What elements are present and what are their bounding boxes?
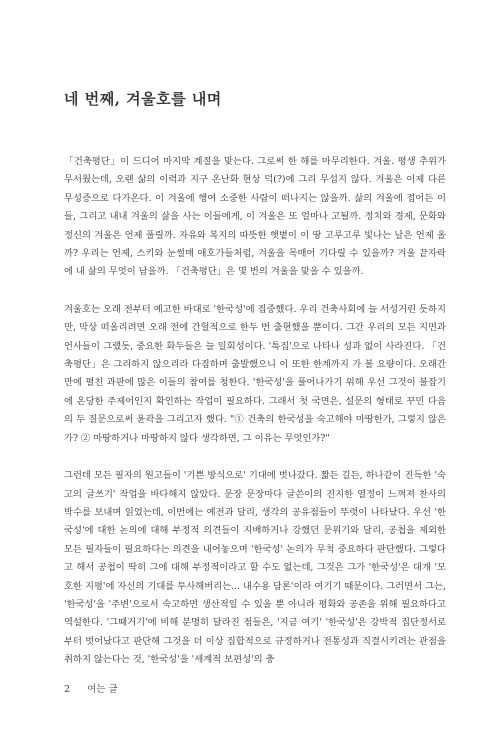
running-footer-section: 여는 글 — [87, 684, 118, 695]
page-footer — [64, 681, 132, 695]
paragraph: 그런데 모든 필자의 원고들이 '기쁜 방식으로' 기대에 벗나갔다. 짧든 길든, 하나같이 진득한 '숙고의 글쓰기' 작업을 바다해지 않았다. 문장 문장마다 글쓴이의 진지한 열정이 느껴져 찬사의 박수를 보내며 읽었는데, 이번에는 예전과 달리, 생각의 공유점들이 뚜렷이 나타났다. 우선 '한국성'에 대한 논의에 대해 부정적 의견들이 지배하거나 강했던 문위기와 달리, 공첩을 제외한 모든 필자들이 필요하다는 의견을 내어놓으며 '한국성' 논의가 무척 중요하다 판단했다. 그렇다고 해서 공첩이 딱히 그에 대해 부정적이라고 할 수도 없는데, 그것은 그가 '한국성'은 대개 '모호한 지평'에 자신의 기대를 투사해버리는... 내수용 담론'이라 여기기 때문이다. 그러면서 그는, '한국성'을 '주변'으로서 숙고하면 생산적일 수 있을 뿐 아니라 평화와 공존을 위해 필요하다고 역설한다. '그때거기'에 비해 분명히 달라진 점들은, '지금 여기' '한국성'은 강박적 집단정서로부터 벗어났다고 판단해 그것을 더 이상 집합적으로 규정하거나 전통성과 직결시키려는 관점을 취하지 않는다는 것, '한국성'을 '세계적 보편성'의 충 — [64, 470, 446, 666]
body-text — [64, 153, 446, 689]
section-heading: 네 번째, 겨울호를 내며 — [64, 90, 222, 108]
paragraph: 「건축평단」이 드디어 마지막 계절을 맞는다. 그로써 한 해를 마무리한다. 겨울. 평생 추위가 무서웠는데, 오랜 삶의 이력과 지구 온난화 현상 덕(?)에 그리 무섭지 않다. 겨울은 이제 다른 무성증으로 다가온다. 이 겨울에 행여 소중한 사람이 떠나지는 않을까. 삶의 겨울에 접어든 이들, 그리고 내내 겨울의 삶을 사는 이들에게, 이 겨울은 또 얼마나 고될까. 정치와 경제, 문화와 정신의 겨울은 언제 풀릴까. 자유와 복지의 따뜻한 햇볕이 이 땅 고루고루 빛나는 날은 언제 올까? 우리는 언제, 스키와 눈썰매 애호가들처럼, 겨울을 목매어 기다릴 수 있을까? 겨울 끝자락에 내 삶의 무엇이 남을까. 「건축평단」은 몇 번의 겨울을 맞을 수 있을까. — [64, 156, 446, 278]
paragraph: 겨울호는 오래 전부터 예고한 바대로 '한국성'에 집중했다. 우리 건축사회에 늘 서성거린 듯하지만, 막상 떠올리려면 오래 전에 간헐적으로 한두 번 출현했을 뿐이다. 그간 우리의 모든 지면과 언사들이 그랬듯, 중요한 화두들은 늘 일회성이다. '특집'으로 나타나 성과 없이 사라진다. 「건축평단」은 그리하지 않으리라 다짐하며 출발했으니 이 또한 한계까지 가 볼 요량이다. 오래간만에 펼친 과판에 많은 이들의 참여를 청한다. '한국성'을 풀어나가기 위해 우선 그것이 불잡기에 온당한 주제어인지 확인하는 작업이 필요하다. 그래서 첫 국면은, 설문의 형태로 꾸민 다음의 두 질문으로써 윤곽을 그리고자 했다. "① 건축의 한국성을 숙고해야 마땅한가, 그렇지 않은가? ② 마땅하거나 마땅하지 않다 생각하면, 그 이유는 무엇인가?" — [64, 303, 446, 444]
page-number: 2 — [64, 684, 71, 695]
